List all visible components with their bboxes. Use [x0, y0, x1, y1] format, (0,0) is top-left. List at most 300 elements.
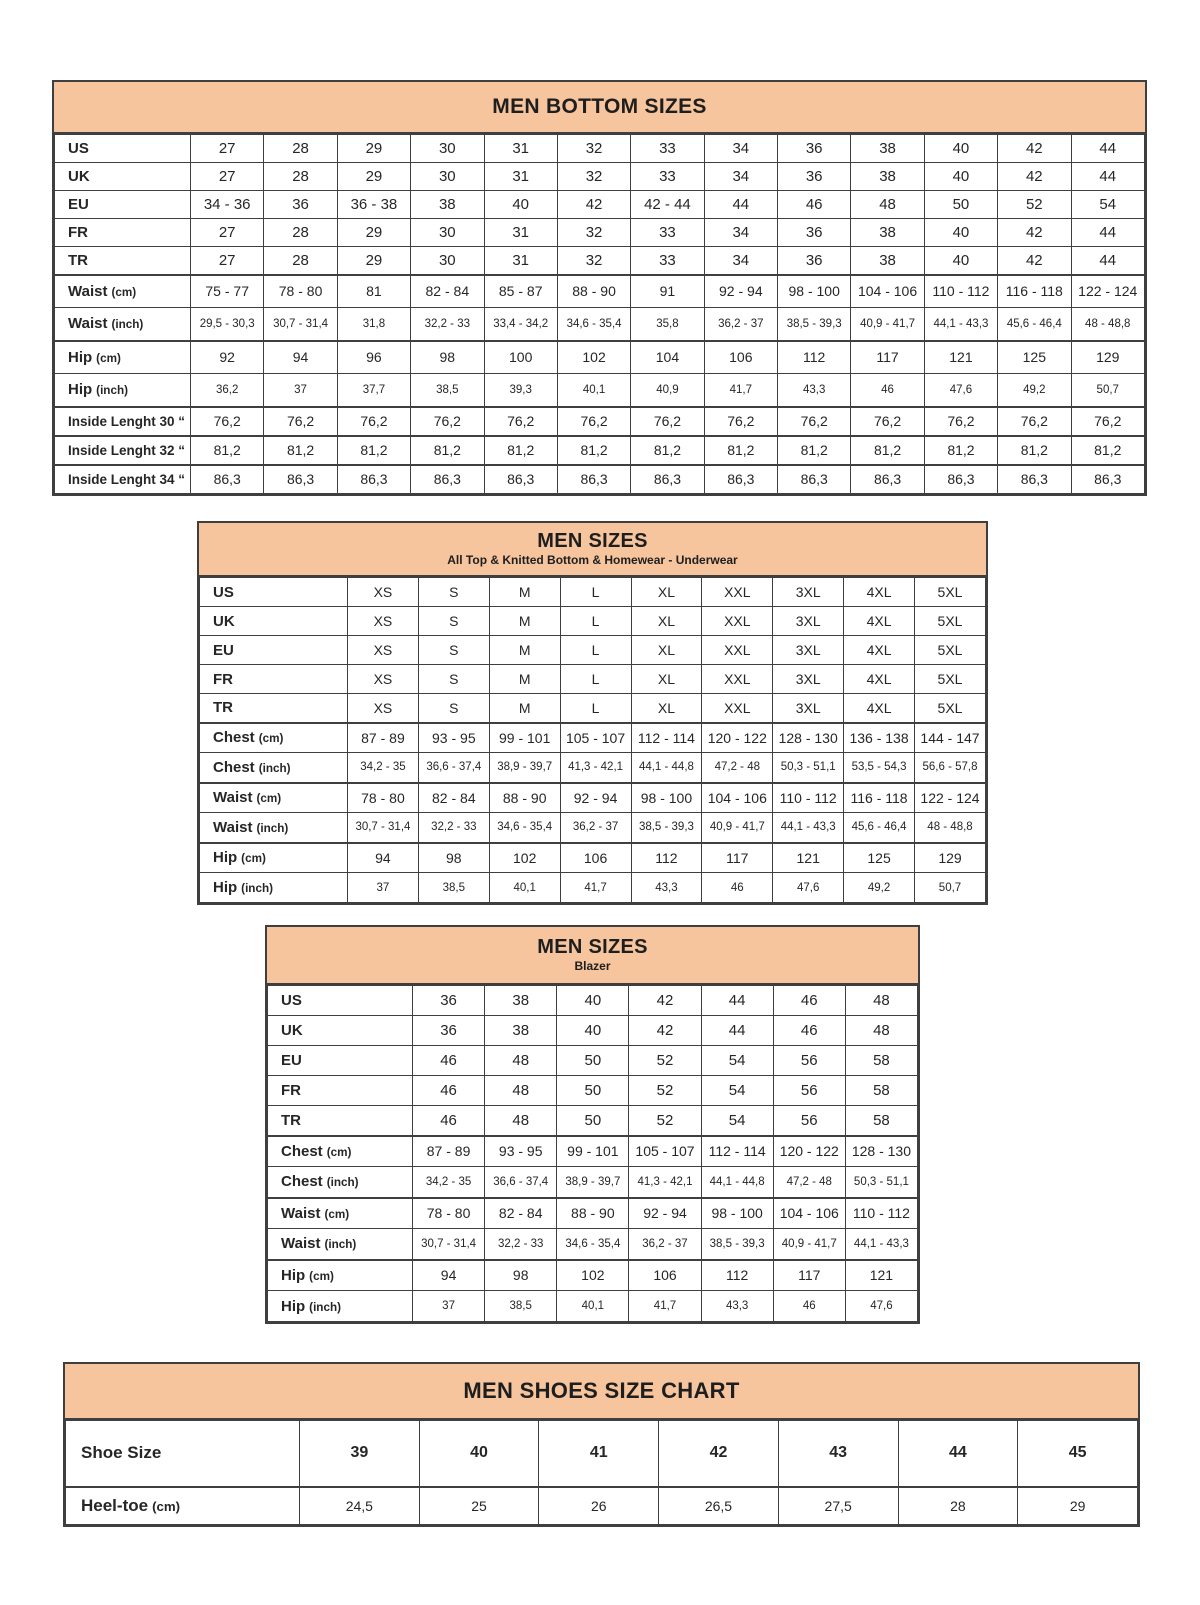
size-cell: XL — [631, 578, 702, 607]
size-cell: 46 — [773, 986, 845, 1016]
size-cell: 40,9 — [631, 374, 704, 407]
size-cell: 24,5 — [300, 1487, 420, 1525]
size-cell: 125 — [844, 843, 915, 873]
size-cell: 78 - 80 — [264, 275, 337, 308]
size-cell: M — [489, 607, 560, 636]
size-cell: XL — [631, 665, 702, 694]
size-cell: 28 — [264, 163, 337, 191]
size-cell: 94 — [348, 843, 419, 873]
size-cell: 44,1 - 43,3 — [773, 813, 844, 843]
size-cell: 36 - 38 — [337, 191, 410, 219]
size-cell: S — [418, 694, 489, 723]
size-cell: 45,6 - 46,4 — [998, 308, 1071, 341]
size-cell: 122 - 124 — [915, 783, 986, 813]
row-label-unit: (inch) — [241, 882, 273, 895]
size-cell: 31 — [484, 219, 557, 247]
size-cell: 99 - 101 — [557, 1136, 629, 1167]
row-label — [268, 986, 413, 1016]
size-cell: 26,5 — [659, 1487, 779, 1525]
size-cell: 78 - 80 — [348, 783, 419, 813]
size-cell: 39 — [300, 1421, 420, 1487]
size-cell: 37 — [348, 873, 419, 903]
size-cell: 81,2 — [924, 436, 997, 465]
row-label-text: Inside Lenght 30 “ — [68, 413, 186, 429]
size-cell: 52 — [629, 1106, 701, 1136]
table-row — [200, 753, 986, 783]
size-cell: 54 — [1071, 191, 1145, 219]
size-cell: 54 — [701, 1076, 773, 1106]
size-cell: 48 — [485, 1046, 557, 1076]
size-cell: XS — [348, 636, 419, 665]
size-cell: S — [418, 636, 489, 665]
size-cell: 30 — [411, 135, 484, 163]
size-cell: 56,6 - 57,8 — [915, 753, 986, 783]
size-cell: 49,2 — [998, 374, 1071, 407]
size-cell: 27,5 — [778, 1487, 898, 1525]
row-label-text: UK — [213, 612, 235, 630]
size-cell: 94 — [264, 341, 337, 374]
size-cell: 54 — [701, 1046, 773, 1076]
men-shoes-size-chart-table — [63, 1362, 1140, 1527]
row-label — [55, 219, 191, 247]
size-cell: 48 — [485, 1076, 557, 1106]
size-cell: 34 — [704, 163, 777, 191]
size-cell: 117 — [851, 341, 924, 374]
size-cell: 44,1 - 43,3 — [924, 308, 997, 341]
size-cell: 30 — [411, 219, 484, 247]
table-row — [55, 374, 1145, 407]
table-row — [200, 607, 986, 636]
table-row — [55, 465, 1145, 494]
size-cell: 98 — [411, 341, 484, 374]
table-subtitle: Blazer — [574, 959, 611, 974]
size-cell: 102 — [557, 341, 630, 374]
row-label — [268, 1229, 413, 1260]
size-cell: 75 - 77 — [191, 275, 264, 308]
size-cell: 98 - 100 — [631, 783, 702, 813]
size-cell: 85 - 87 — [484, 275, 557, 308]
row-label — [268, 1198, 413, 1229]
table-header — [199, 523, 986, 577]
size-cell: 31 — [484, 135, 557, 163]
size-cell: 40 — [924, 163, 997, 191]
row-label-unit: (inch) — [324, 1238, 357, 1252]
size-cell: 31,8 — [337, 308, 410, 341]
size-cell: 30,7 - 31,4 — [264, 308, 337, 341]
size-cell: 46 — [851, 374, 924, 407]
size-cell: 81,2 — [411, 436, 484, 465]
size-cell: XS — [348, 578, 419, 607]
row-label-text: Hip — [281, 1266, 306, 1284]
size-cell: 34 — [704, 135, 777, 163]
size-cell: 50 — [557, 1046, 629, 1076]
size-cell: 41,3 - 42,1 — [629, 1167, 701, 1198]
row-label-unit: (cm) — [324, 1207, 350, 1221]
size-cell: 81,2 — [631, 436, 704, 465]
size-cell: 48 — [485, 1106, 557, 1136]
size-cell: 120 - 122 — [702, 723, 773, 753]
size-cell: 42 — [629, 1016, 701, 1046]
size-cell: S — [418, 665, 489, 694]
size-cell: 36 — [413, 1016, 485, 1046]
size-cell: 43 — [778, 1421, 898, 1487]
size-cell: 30 — [411, 247, 484, 275]
size-cell: 87 - 89 — [348, 723, 419, 753]
row-label — [268, 1167, 413, 1198]
size-cell: 78 - 80 — [413, 1198, 485, 1229]
row-label-unit: (cm) — [309, 1269, 334, 1283]
row-label-unit: (cm) — [111, 285, 137, 299]
size-cell: 116 - 118 — [844, 783, 915, 813]
table-row — [268, 1198, 918, 1229]
size-cell: 76,2 — [924, 407, 997, 436]
table-row — [268, 1136, 918, 1167]
table-row — [66, 1421, 1138, 1487]
table-row — [55, 247, 1145, 275]
size-cell: 86,3 — [851, 465, 924, 494]
row-label-text: Waist — [213, 818, 253, 836]
size-cell: 88 - 90 — [557, 275, 630, 308]
size-cell: 27 — [191, 219, 264, 247]
size-cell: 30,7 - 31,4 — [348, 813, 419, 843]
size-cell: 36,2 - 37 — [629, 1229, 701, 1260]
size-cell: S — [418, 578, 489, 607]
size-cell: 36,2 - 37 — [704, 308, 777, 341]
size-cell: 81,2 — [484, 436, 557, 465]
size-cell: 48 — [845, 1016, 917, 1046]
size-cell: 105 - 107 — [629, 1136, 701, 1167]
table-row — [55, 308, 1145, 341]
size-cell: XXL — [702, 694, 773, 723]
size-cell: 50 — [557, 1106, 629, 1136]
size-cell: 50,7 — [1071, 374, 1145, 407]
size-cell: 110 - 112 — [845, 1198, 917, 1229]
table-row — [200, 843, 986, 873]
size-cell: 37 — [413, 1291, 485, 1322]
size-cell: 34 — [704, 219, 777, 247]
size-cell: 110 - 112 — [773, 783, 844, 813]
size-cell: 86,3 — [557, 465, 630, 494]
table-row — [268, 1016, 918, 1046]
size-cell: 46 — [413, 1106, 485, 1136]
size-cell: 87 - 89 — [413, 1136, 485, 1167]
table-row — [55, 219, 1145, 247]
size-cell: 96 — [337, 341, 410, 374]
size-cell: 4XL — [844, 665, 915, 694]
row-label — [66, 1421, 300, 1487]
size-cell: 81,2 — [1071, 436, 1145, 465]
size-cell: 50 — [924, 191, 997, 219]
size-cell: 58 — [845, 1076, 917, 1106]
size-cell: 42 — [629, 986, 701, 1016]
table-row — [55, 275, 1145, 308]
row-label — [268, 1291, 413, 1322]
size-cell: 37 — [264, 374, 337, 407]
size-cell: 93 - 95 — [485, 1136, 557, 1167]
size-table-grid — [267, 985, 918, 1322]
size-cell: 81,2 — [337, 436, 410, 465]
size-cell: 104 — [631, 341, 704, 374]
row-label — [55, 308, 191, 341]
size-cell: 129 — [1071, 341, 1145, 374]
size-cell: 52 — [998, 191, 1071, 219]
size-cell: 36 — [778, 247, 851, 275]
size-cell: 48 — [851, 191, 924, 219]
row-label — [55, 436, 191, 465]
size-cell: 38,5 - 39,3 — [631, 813, 702, 843]
size-cell: 40 — [924, 135, 997, 163]
size-cell: 36 — [778, 219, 851, 247]
size-cell: 41 — [539, 1421, 659, 1487]
size-cell: 100 — [484, 341, 557, 374]
size-cell: 36 — [413, 986, 485, 1016]
table-row — [268, 1229, 918, 1260]
size-cell: 42 — [998, 163, 1071, 191]
size-cell: 47,6 — [773, 873, 844, 903]
size-cell: 46 — [773, 1291, 845, 1322]
size-cell: 32 — [557, 135, 630, 163]
size-cell: 34 - 36 — [191, 191, 264, 219]
size-cell: XL — [631, 607, 702, 636]
size-cell: 144 - 147 — [915, 723, 986, 753]
size-cell: 120 - 122 — [773, 1136, 845, 1167]
size-cell: 128 - 130 — [773, 723, 844, 753]
size-cell: 40,1 — [557, 374, 630, 407]
size-cell: 122 - 124 — [1071, 275, 1145, 308]
size-cell: 56 — [773, 1076, 845, 1106]
size-cell: 48 - 48,8 — [915, 813, 986, 843]
row-label-unit: (inch) — [258, 761, 291, 775]
size-cell: 76,2 — [264, 407, 337, 436]
row-label-text: Waist — [213, 789, 253, 807]
size-cell: 92 - 94 — [560, 783, 631, 813]
row-label — [200, 636, 348, 665]
size-cell: 40 — [924, 219, 997, 247]
size-cell: 48 - 48,8 — [1071, 308, 1145, 341]
row-label-text: Hip — [68, 381, 93, 399]
size-cell: 34,6 - 35,4 — [557, 1229, 629, 1260]
size-cell: 4XL — [844, 607, 915, 636]
size-cell: 40 — [924, 247, 997, 275]
row-label-unit: (cm) — [241, 852, 266, 866]
row-label — [200, 723, 348, 753]
size-cell: 44 — [701, 1016, 773, 1046]
row-label-unit: (inch) — [309, 1300, 341, 1314]
size-cell: 81,2 — [778, 436, 851, 465]
size-cell: 92 — [191, 341, 264, 374]
size-cell: 86,3 — [998, 465, 1071, 494]
size-cell: 40 — [557, 1016, 629, 1046]
size-cell: XL — [631, 694, 702, 723]
row-label-text: Inside Lenght 34 “ — [68, 471, 186, 487]
table-title: MEN SHOES SIZE CHART — [463, 1377, 740, 1403]
size-cell: 86,3 — [264, 465, 337, 494]
size-cell: 104 - 106 — [773, 1198, 845, 1229]
row-label-text: Hip — [281, 1297, 306, 1315]
size-cell: 76,2 — [484, 407, 557, 436]
size-cell: 44 — [704, 191, 777, 219]
size-cell: 76,2 — [998, 407, 1071, 436]
size-cell: 76,2 — [1071, 407, 1145, 436]
size-cell: 136 - 138 — [844, 723, 915, 753]
size-cell: 36 — [778, 163, 851, 191]
size-cell: 32 — [557, 219, 630, 247]
size-cell: 36,2 - 37 — [560, 813, 631, 843]
size-cell: 88 - 90 — [557, 1198, 629, 1229]
row-label-text: Waist — [68, 315, 108, 333]
size-cell: 5XL — [915, 694, 986, 723]
table-row — [200, 694, 986, 723]
table-row — [268, 1106, 918, 1136]
size-cell: 45,6 - 46,4 — [844, 813, 915, 843]
table-row — [268, 1076, 918, 1106]
size-cell: 32 — [557, 247, 630, 275]
size-cell: 49,2 — [844, 873, 915, 903]
size-cell: 48 — [845, 986, 917, 1016]
table-row — [268, 1167, 918, 1198]
size-cell: 82 - 84 — [411, 275, 484, 308]
row-label-text: Waist — [281, 1204, 321, 1222]
row-label-unit: (inch) — [96, 384, 128, 398]
size-cell: 44,1 - 44,8 — [701, 1167, 773, 1198]
row-label-text: UK — [281, 1022, 303, 1039]
size-cell: 30,7 - 31,4 — [413, 1229, 485, 1260]
row-label-text: Chest — [213, 729, 255, 747]
size-cell: 86,3 — [411, 465, 484, 494]
row-label-text: Chest — [213, 758, 255, 776]
size-cell: 38,5 — [411, 374, 484, 407]
size-cell: 4XL — [844, 694, 915, 723]
size-cell: 28 — [264, 135, 337, 163]
size-cell: 112 — [701, 1260, 773, 1291]
size-cell: XL — [631, 636, 702, 665]
size-cell: 47,6 — [845, 1291, 917, 1322]
row-label-text: FR — [68, 224, 88, 241]
size-cell: 29 — [337, 135, 410, 163]
size-cell: 39,3 — [484, 374, 557, 407]
row-label — [55, 163, 191, 191]
row-label-text: FR — [213, 670, 233, 688]
size-cell: 40,1 — [557, 1291, 629, 1322]
size-cell: 76,2 — [851, 407, 924, 436]
row-label-text: Chest — [281, 1142, 323, 1160]
size-cell: 76,2 — [631, 407, 704, 436]
table-row — [55, 407, 1145, 436]
size-cell: 33,4 - 34,2 — [484, 308, 557, 341]
table-header — [65, 1364, 1138, 1420]
size-cell: 5XL — [915, 665, 986, 694]
table-row — [200, 665, 986, 694]
size-cell: M — [489, 694, 560, 723]
size-cell: 3XL — [773, 607, 844, 636]
size-cell: 46 — [413, 1076, 485, 1106]
size-cell: 34,6 - 35,4 — [489, 813, 560, 843]
size-cell: 34,6 - 35,4 — [557, 308, 630, 341]
table-row — [55, 163, 1145, 191]
size-cell: 40 — [419, 1421, 539, 1487]
size-table-grid — [54, 134, 1145, 494]
row-label-unit: (inch) — [256, 821, 289, 835]
size-cell: 112 — [778, 341, 851, 374]
size-cell: 106 — [560, 843, 631, 873]
size-cell: 106 — [704, 341, 777, 374]
size-cell: 5XL — [915, 636, 986, 665]
size-cell: 38,5 — [418, 873, 489, 903]
row-label — [55, 407, 191, 436]
size-cell: 38,5 - 39,3 — [778, 308, 851, 341]
size-cell: 121 — [773, 843, 844, 873]
size-cell: 76,2 — [337, 407, 410, 436]
size-cell: 121 — [924, 341, 997, 374]
size-cell: 38,5 - 39,3 — [701, 1229, 773, 1260]
size-cell: 36,6 - 37,4 — [418, 753, 489, 783]
size-cell: XXL — [702, 665, 773, 694]
size-cell: 112 - 114 — [631, 723, 702, 753]
size-cell: 46 — [778, 191, 851, 219]
size-cell: 43,3 — [631, 873, 702, 903]
size-cell: 44,1 - 43,3 — [845, 1229, 917, 1260]
size-cell: 3XL — [773, 694, 844, 723]
size-cell: 40 — [484, 191, 557, 219]
row-label-text: Hip — [213, 879, 238, 896]
size-cell: 81,2 — [557, 436, 630, 465]
size-cell: 91 — [631, 275, 704, 308]
size-cell: L — [560, 636, 631, 665]
row-label-text: EU — [281, 1052, 302, 1069]
size-cell: 28 — [264, 247, 337, 275]
row-label-text: TR — [213, 699, 233, 717]
size-cell: 26 — [539, 1487, 659, 1525]
size-cell: M — [489, 665, 560, 694]
size-cell: 41,7 — [629, 1291, 701, 1322]
size-cell: 121 — [845, 1260, 917, 1291]
size-cell: 56 — [773, 1106, 845, 1136]
size-cell: 102 — [489, 843, 560, 873]
size-cell: 27 — [191, 135, 264, 163]
row-label — [268, 1260, 413, 1291]
row-label-text: UK — [68, 168, 90, 185]
size-cell: 44,1 - 44,8 — [631, 753, 702, 783]
size-cell: 47,2 - 48 — [773, 1167, 845, 1198]
row-label-text: TR — [281, 1111, 301, 1129]
row-label-unit: (cm) — [326, 1145, 352, 1159]
size-cell: 110 - 112 — [924, 275, 997, 308]
row-label — [200, 665, 348, 694]
row-label — [200, 607, 348, 636]
size-cell: 86,3 — [337, 465, 410, 494]
row-label-text: Heel-toe — [81, 1495, 149, 1515]
size-cell: 45 — [1018, 1421, 1138, 1487]
size-cell: 32,2 - 33 — [411, 308, 484, 341]
row-label — [200, 694, 348, 723]
size-cell: 81,2 — [998, 436, 1071, 465]
size-cell: 82 - 84 — [485, 1198, 557, 1229]
size-cell: 52 — [629, 1046, 701, 1076]
row-label-text: Hip — [68, 348, 93, 366]
size-cell: 33 — [631, 247, 704, 275]
size-cell: 50,7 — [915, 873, 986, 903]
row-label-text: Hip — [213, 849, 238, 867]
size-cell: 46 — [702, 873, 773, 903]
row-label — [55, 275, 191, 308]
size-cell: 44 — [1071, 219, 1145, 247]
size-cell: 50,3 - 51,1 — [773, 753, 844, 783]
size-cell: 31 — [484, 163, 557, 191]
size-cell: 40,9 - 41,7 — [773, 1229, 845, 1260]
size-cell: 36,6 - 37,4 — [485, 1167, 557, 1198]
size-cell: 29 — [337, 247, 410, 275]
table-row — [55, 135, 1145, 163]
